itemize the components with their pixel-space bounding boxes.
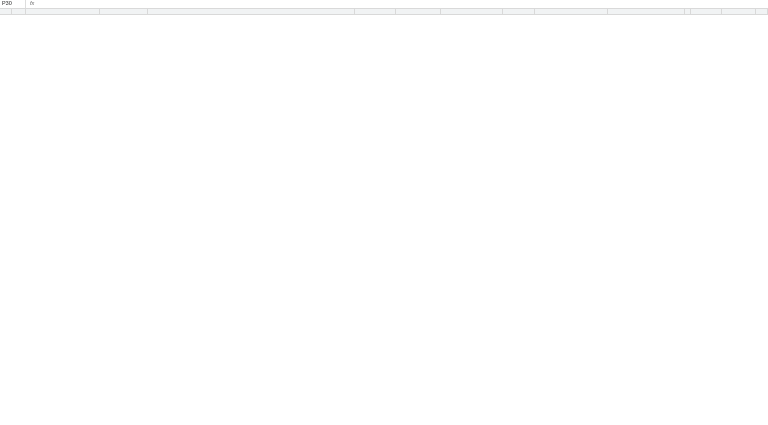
- column-letter-B[interactable]: [26, 9, 100, 15]
- column-letter-D[interactable]: [148, 9, 355, 15]
- column-letter-G[interactable]: [441, 9, 503, 15]
- column-letter-J[interactable]: [608, 9, 685, 15]
- corner-cell[interactable]: [0, 9, 12, 15]
- column-letter-I[interactable]: [535, 9, 608, 15]
- formula-bar: [0, 0, 768, 9]
- column-letter-F[interactable]: [396, 9, 441, 15]
- column-letter-M[interactable]: [722, 9, 756, 15]
- column-letter-H[interactable]: [503, 9, 535, 15]
- column-letter-L[interactable]: [691, 9, 722, 15]
- column-letter-row: [0, 9, 768, 15]
- column-letter-A[interactable]: [12, 9, 26, 15]
- column-letter-C[interactable]: [100, 9, 148, 15]
- cell-reference-box[interactable]: P30: [0, 0, 26, 8]
- fx-icon: fx: [30, 1, 35, 7]
- column-letter-N[interactable]: [756, 9, 768, 15]
- column-letter-E[interactable]: [355, 9, 396, 15]
